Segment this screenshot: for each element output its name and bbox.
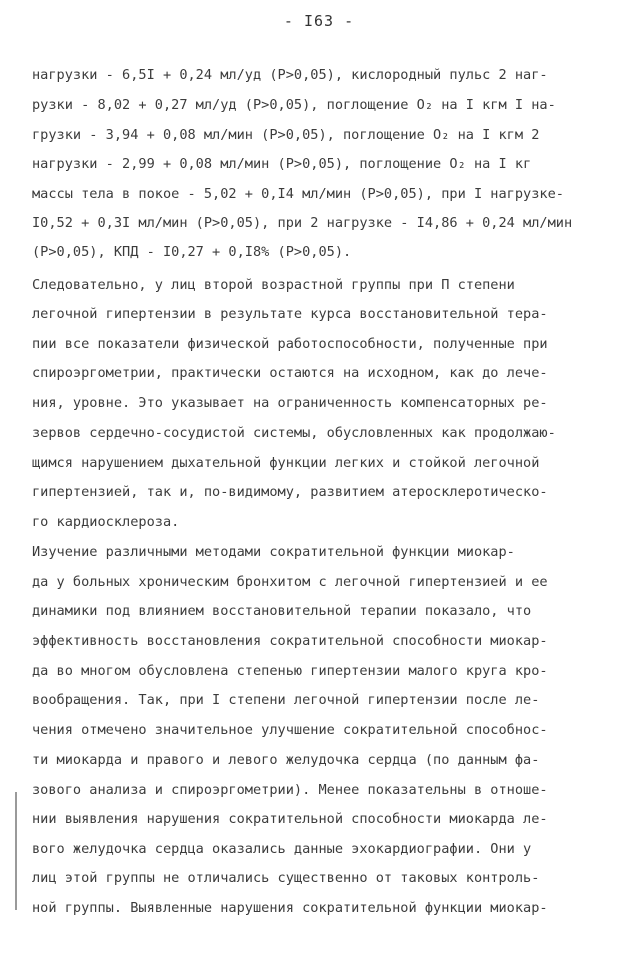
text-line: лиц этой группы не отличались существенно от таковых контроль- [32,870,540,886]
text-line: рузки - 8,02 + 0,27 мл/уд (P>0,05), поглощение O₂ на I кгм I на- [32,97,556,113]
text-line: нагрузки - 2,99 + 0,08 мл/мин (P>0,05), поглощение O₂ на I кг [32,156,532,172]
text-line: чения отмечено значительное улучшение сократительной способнос- [32,722,548,738]
page-number: - I63 - [283,12,355,30]
text-line: го кардиосклероза. [32,514,180,530]
text-line: (P>0,05), КПД - I0,27 + 0,I8% (P>0,05). [32,244,352,260]
text-line: вообращения. Так, при I степени легочной гипертензии после ле- [32,692,540,708]
text-line: Следовательно, у лиц второй возрастной группы при П степени [32,277,515,293]
text-line: щимся нарушением дыхательной функции легких и стойкой легочной [32,455,540,471]
text-line: зервов сердечно-сосудистой системы, обусловленных как продолжаю- [32,425,556,441]
margin-mark [15,792,17,910]
text-line: спироэргометрии, практически остаются на исходном, как до лече- [32,365,548,381]
text-line: ти миокарда и правого и левого желудочка сердца (по данным фа- [32,752,540,768]
text-line: нии выявления нарушения сократительной способности миокарда ле- [32,811,548,827]
text-line: грузки - 3,94 + 0,08 мл/мин (P>0,05), поглощение O₂ на I кгм 2 [32,127,540,143]
text-line: динамики под влиянием восстановительной терапии показало, что [32,603,532,619]
text-line: да у больных хроническим бронхитом с легочной гипертензией и ее [32,574,548,590]
text-line: пии все показатели физической работоспособности, полученные при [32,336,548,352]
text-line: эффективность восстановления сократительной способности миокар- [32,633,548,649]
text-line: ния, уровне. Это указывает на ограниченность компенсаторных ре- [32,395,548,411]
text-line: ной группы. Выявленные нарушения сократительной функции миокар- [32,900,548,916]
text-line: Изучение различными методами сократительной функции миокар- [32,544,515,560]
text-line: зового анализа и спироэргометрии). Менее показательны в отноше- [32,782,548,798]
text-line: да во многом обусловлена степенью гипертензии малого круга кро- [32,663,548,679]
text-line: вого желудочка сердца оказались данные эхокардиографии. Они у [32,841,532,857]
text-line: нагрузки - 6,5I + 0,24 мл/уд (P>0,05), кислородный пульс 2 наг- [32,67,548,83]
text-line: I0,52 + 0,3I мл/мин (P>0,05), при 2 нагрузке - I4,86 + 0,24 мл/мин [32,215,573,231]
text-line: легочной гипертензии в результате курса восстановительной тера- [32,306,548,322]
text-line: массы тела в покое - 5,02 + 0,I4 мл/мин (P>0,05), при I нагрузке- [32,186,564,202]
text-line: гипертензией, так и, по-видимому, развитием атеросклеротическо- [32,484,548,500]
